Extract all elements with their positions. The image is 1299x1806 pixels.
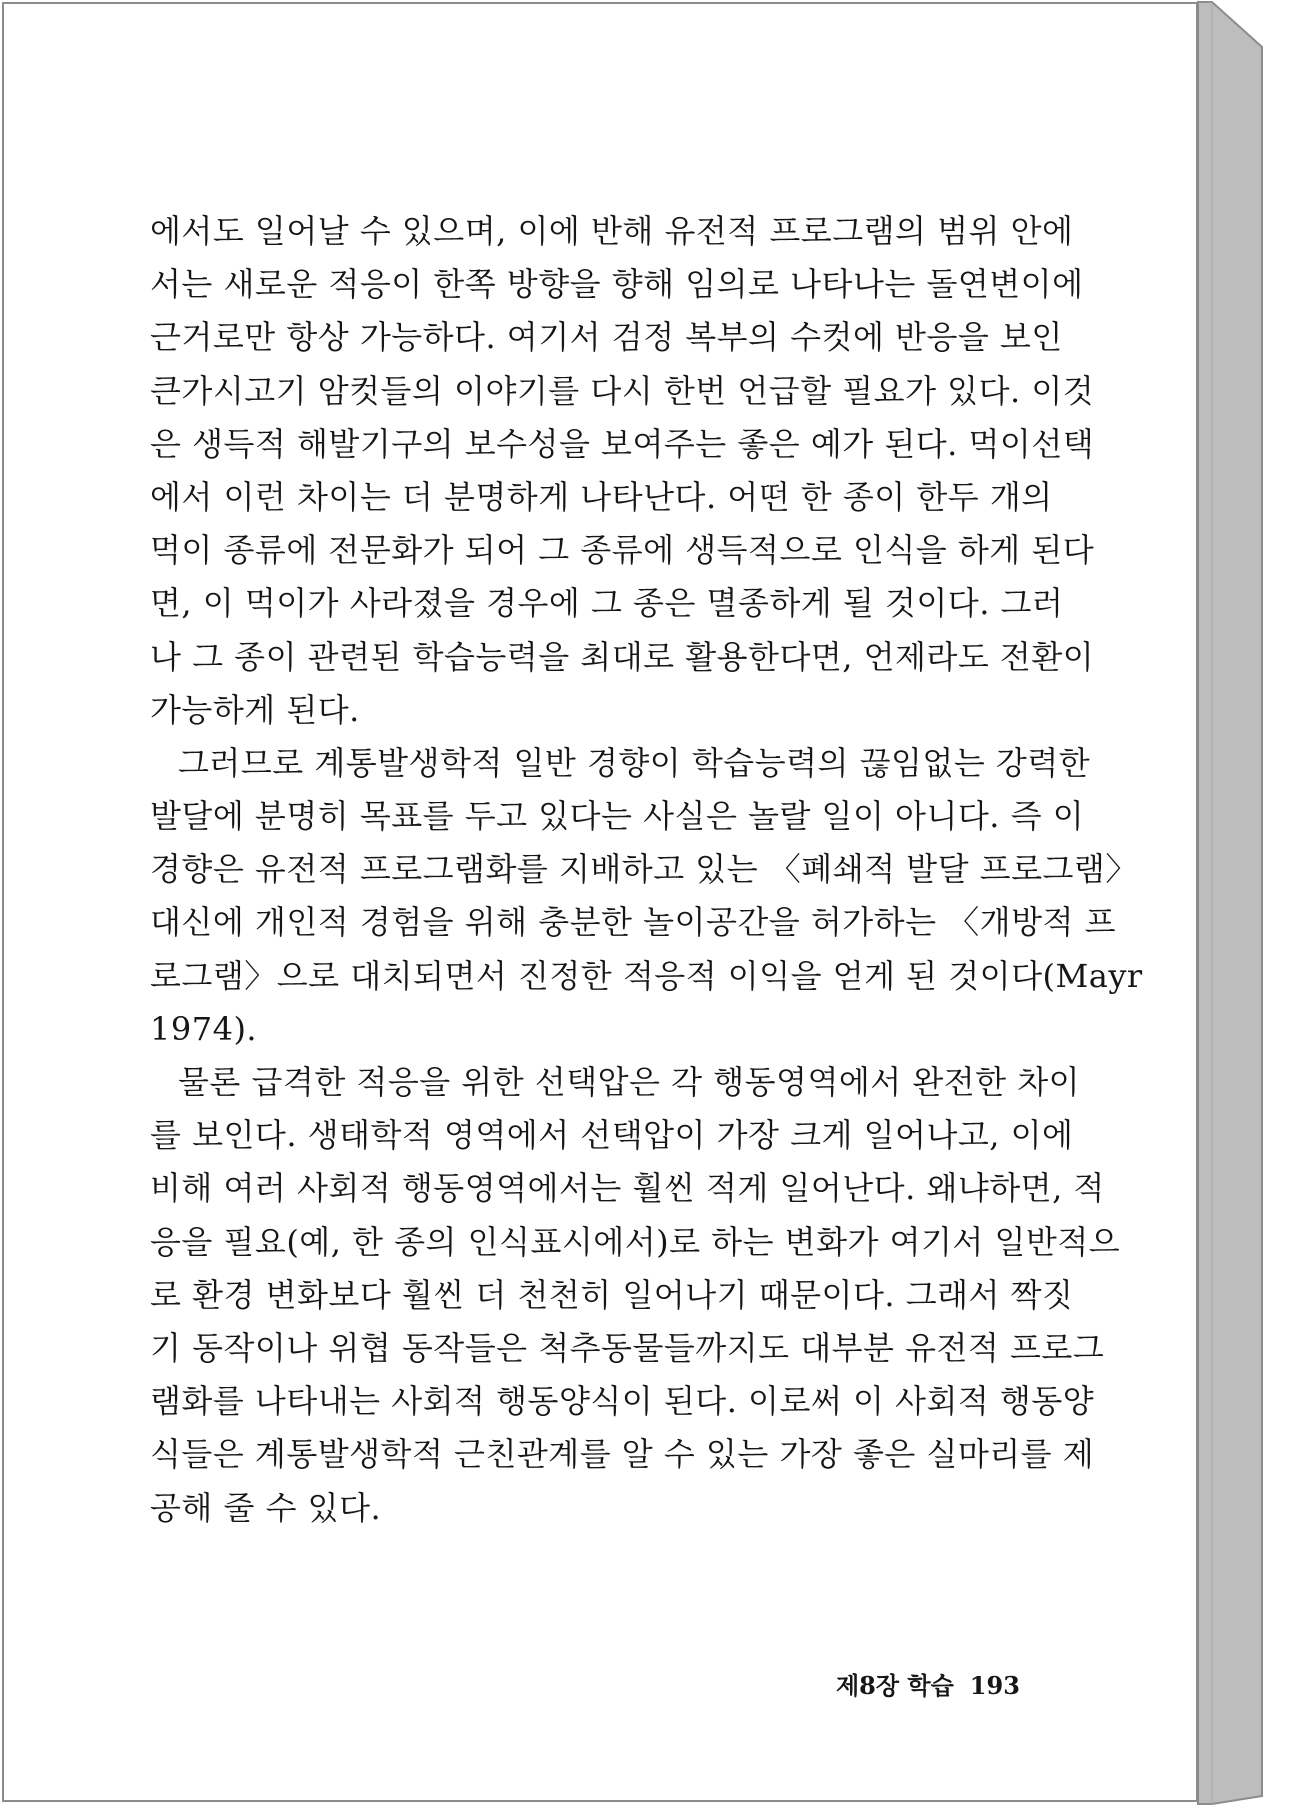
text-line: 면, 이 먹이가 사라졌을 경우에 그 종은 멸종하게 될 것이다. 그러 [150, 584, 1064, 623]
text-line: 물론 급격한 적응을 위한 선택압은 각 행동영역에서 완전한 차이 [178, 1063, 1081, 1101]
chapter-title: 제8장 학습 [836, 1671, 954, 1700]
text-line: 기 동작이나 위협 동작들은 척추동물들까지도 대부분 유전적 프로그 [150, 1328, 1105, 1367]
text-line: 먹이 종류에 전문화가 되어 그 종류에 생득적으로 인식을 하게 된다 [150, 531, 1095, 570]
paragraph-1 [150, 205, 1095, 737]
text-line: 근거로만 항상 가능하다. 여기서 검정 복부의 수컷에 반응을 보인 [150, 318, 1063, 357]
text-line: 램화를 나타내는 사회적 행동양식이 된다. 이로써 이 사회적 행동양 [150, 1382, 1095, 1421]
text-line: 로그램〉으로 대치되면서 진정한 적응적 이익을 얻게 된 것이다(Mayr [150, 956, 1143, 995]
text-line: 나 그 종이 관련된 학습능력을 최대로 활용한다면, 언제라도 전환이 [150, 637, 1095, 676]
paragraph-2 [150, 737, 1143, 1056]
text-line: 큰가시고기 암컷들의 이야기를 다시 한번 언급할 필요가 있다. 이것 [150, 371, 1095, 410]
text-line: 대신에 개인적 경험을 위해 충분한 놀이공간을 허가하는 〈개방적 프 [150, 903, 1117, 942]
text-line: 가능하게 된다. [150, 690, 360, 729]
text-line: 경향은 유전적 프로그램화를 지배하고 있는 〈폐쇄적 발달 프로그램〉 [150, 850, 1138, 889]
paragraph-3 [150, 1056, 1121, 1535]
text-line: 로 환경 변화보다 훨씬 더 천천히 일어나기 때문이다. 그래서 짝짓 [150, 1275, 1074, 1314]
text-line: 공해 줄 수 있다. [150, 1488, 382, 1527]
running-footer [836, 1666, 1020, 1701]
text-line: 에서도 일어날 수 있으며, 이에 반해 유전적 프로그램의 범위 안에 [150, 212, 1074, 250]
text-line: 그러므로 계통발생학적 일반 경향이 학습능력의 끊임없는 강력한 [178, 743, 1091, 782]
text-line: 를 보인다. 생태학적 영역에서 선택압이 가장 크게 일어나고, 이에 [150, 1116, 1074, 1155]
page-number: 193 [969, 1671, 1020, 1700]
body-text [150, 205, 1143, 1535]
text-line: 에서 이런 차이는 더 분명하게 나타난다. 어떤 한 종이 한두 개의 [150, 477, 1053, 516]
text-line: 비해 여러 사회적 행동영역에서는 훨씬 적게 일어난다. 왜냐하면, 적 [150, 1169, 1105, 1208]
text-line: 은 생득적 해발기구의 보수성을 보여주는 좋은 예가 된다. 먹이선택 [150, 424, 1095, 463]
text-line: 1974). [150, 1009, 258, 1048]
text-line: 서는 새로운 적응이 한쪽 방향을 향해 임의로 나타나는 돌연변이에 [150, 265, 1084, 304]
text-line: 응을 필요(예, 한 종의 인식표시에서)로 하는 변화가 여기서 일반적으 [150, 1222, 1121, 1261]
text-line: 식들은 계통발생학적 근친관계를 알 수 있는 가장 좋은 실마리를 제 [150, 1435, 1095, 1474]
text-line: 발달에 분명히 목표를 두고 있다는 사실은 놀랄 일이 아니다. 즉 이 [150, 797, 1085, 836]
